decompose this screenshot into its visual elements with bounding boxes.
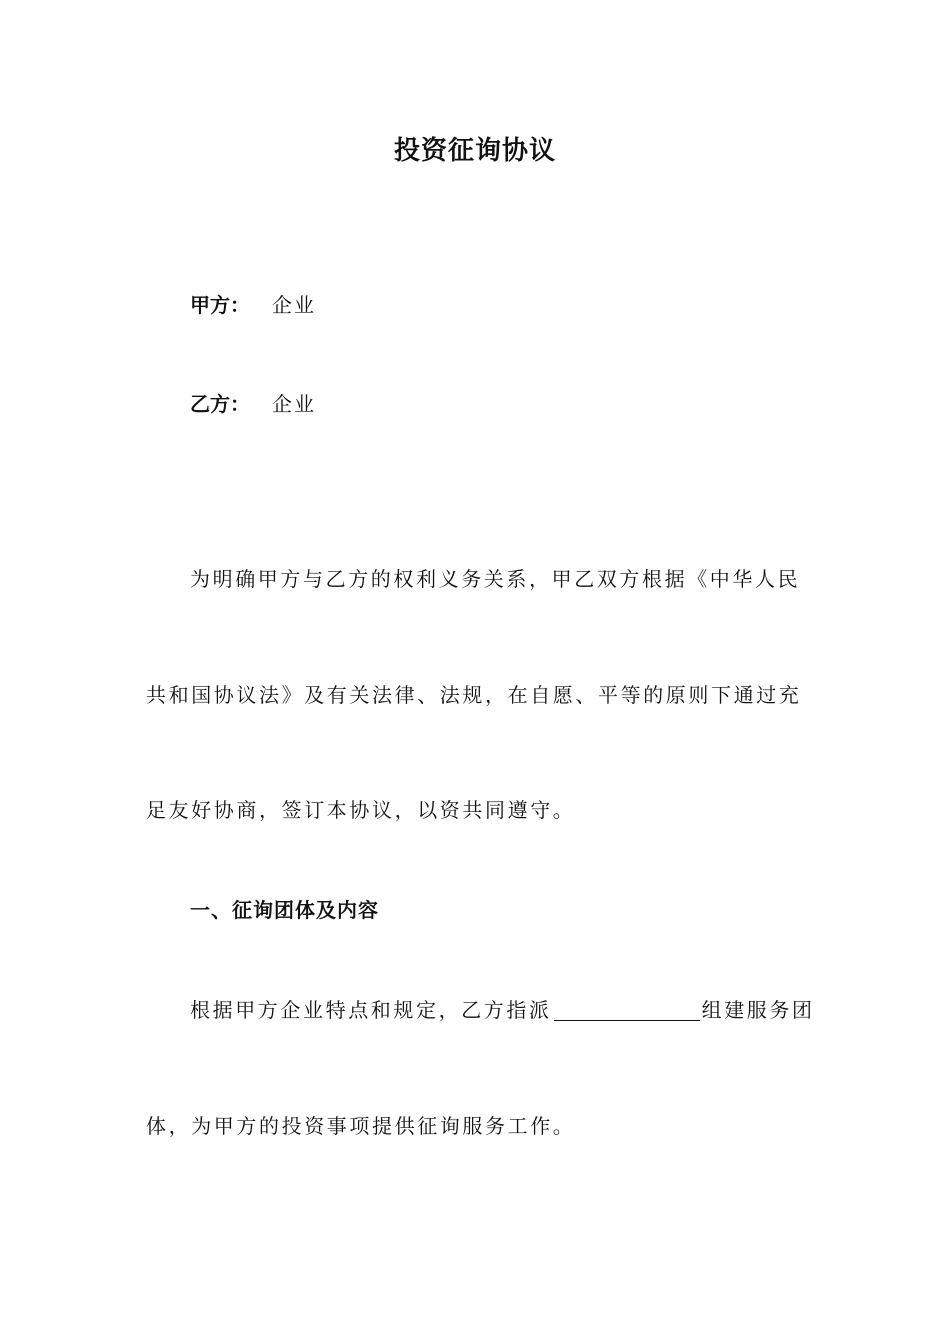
party-a-row xyxy=(190,290,316,320)
intro-line-3: 足友好协商，签订本协议，以资共同遵守。 xyxy=(146,798,576,822)
party-b-value: 企业 xyxy=(272,392,316,416)
intro-line-1: 为明确甲方与乙方的权利义务关系，甲乙双方根据《中华人民 xyxy=(190,567,801,591)
party-b-row xyxy=(190,389,316,419)
party-b-label: 乙方： xyxy=(190,392,250,416)
party-a-value: 企业 xyxy=(272,293,316,317)
section-1-line-2: 体，为甲方的投资事项提供征询服务工作。 xyxy=(146,1114,576,1138)
section-1-text-after-blank: 组建服务团 xyxy=(701,998,815,1022)
section-1-heading: 一、征询团体及内容 xyxy=(190,898,379,922)
section-1-line-1 xyxy=(190,995,815,1025)
party-a-label: 甲方： xyxy=(190,293,250,317)
document-title: 投资征询协议 xyxy=(393,136,556,166)
intro-line-2: 共和国协议法》及有关法律、法规，在自愿、平等的原则下通过充 xyxy=(146,683,802,707)
fill-in-blank[interactable] xyxy=(554,998,700,1021)
section-1-text-before-blank: 根据甲方企业特点和规定，乙方指派 xyxy=(190,998,552,1022)
